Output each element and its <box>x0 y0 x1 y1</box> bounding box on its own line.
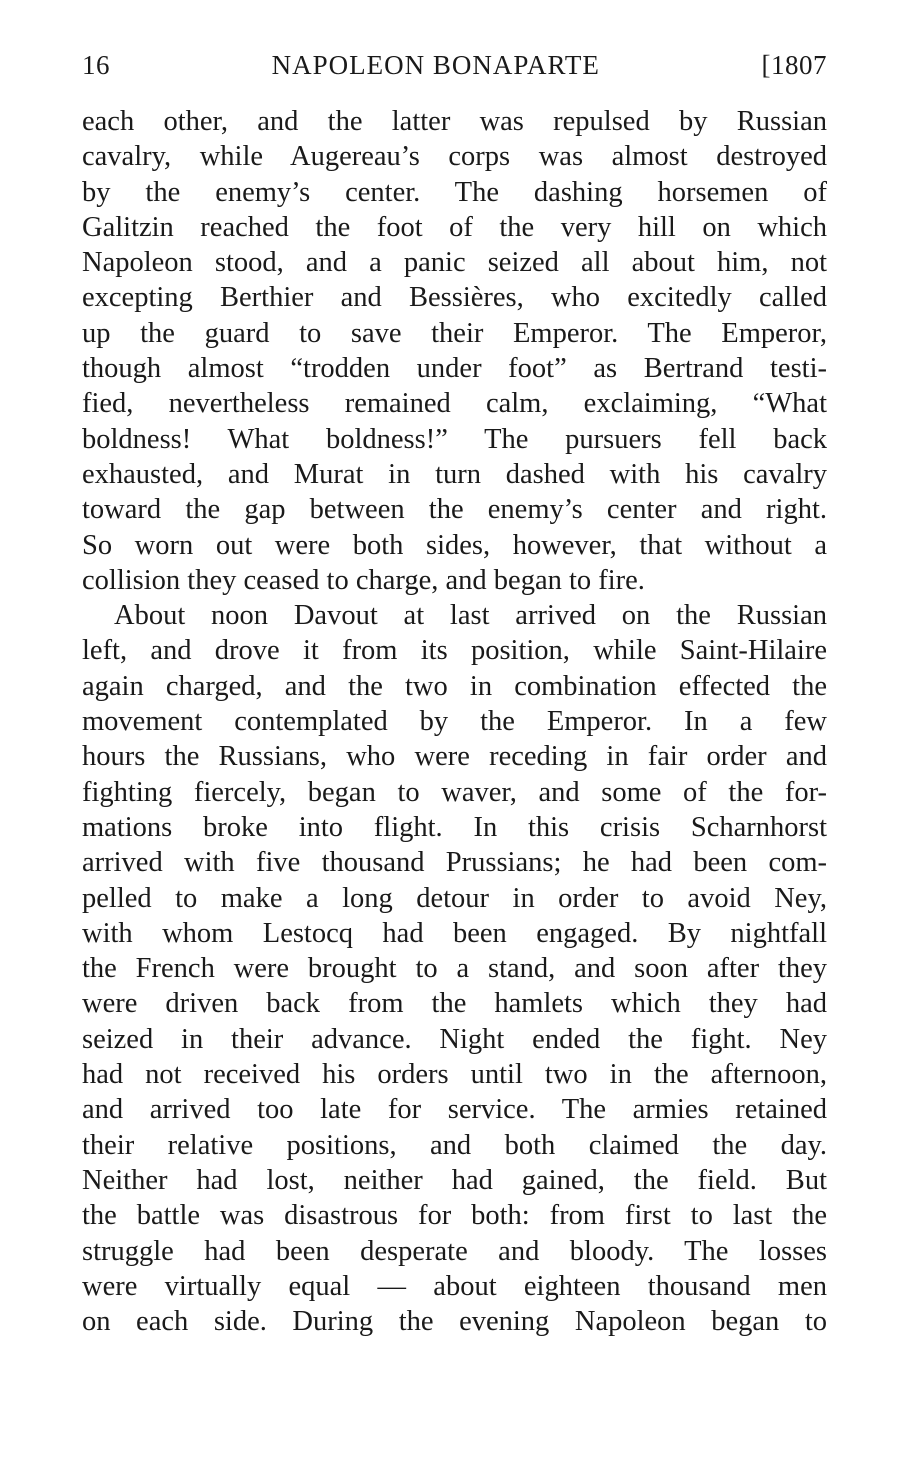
text-line: the French were brought to a stand, and soon after they <box>82 953 827 985</box>
text-line: hours the Russians, who were receding in fair order and <box>82 741 827 773</box>
text-line: the battle was disastrous for both: from first to last the <box>82 1200 827 1232</box>
text-line: their relative positions, and both claimed the day. <box>82 1129 827 1161</box>
text-line: So worn out were both sides, however, that without a <box>82 529 827 561</box>
text-line: Napoleon stood, and a panic seized all about him, not <box>82 247 827 279</box>
text-line: left, and drove it from its position, while Saint-Hilaire <box>82 635 827 667</box>
text-line: fied, nevertheless remained calm, exclaiming, “What <box>82 388 827 420</box>
book-page <box>82 50 827 1339</box>
text-line: collision they ceased to charge, and began to fire. <box>82 564 645 596</box>
text-line: were driven back from the hamlets which they had <box>82 988 827 1020</box>
running-head <box>82 50 827 90</box>
page-number: 16 <box>82 50 110 80</box>
text-line: mations broke into flight. In this crisis Scharnhorst <box>82 811 827 843</box>
text-line: and arrived too late for service. The armies retained <box>82 1094 827 1126</box>
text-line: had not received his orders until two in the afternoon, <box>82 1059 827 1091</box>
running-title: NAPOLEON BONAPARTE <box>271 50 600 80</box>
text-line: were virtually equal — about eighteen thousand men <box>82 1270 827 1302</box>
text-line: About noon Davout at last arrived on the Russian <box>114 600 827 632</box>
text-line: arrived with five thousand Prussians; he had been com- <box>82 847 827 879</box>
text-line: cavalry, while Augereau’s corps was almost destroyed <box>82 141 827 173</box>
text-line: with whom Lestocq had been engaged. By nightfall <box>82 917 827 949</box>
text-line: Galitzin reached the foot of the very hill on which <box>82 211 827 243</box>
text-line: Neither had lost, neither had gained, the field. But <box>82 1164 827 1196</box>
text-line: exhausted, and Murat in turn dashed with his cavalry <box>82 458 827 490</box>
text-line: though almost “trodden under foot” as Bertrand testi- <box>82 353 827 385</box>
text-line: fighting fiercely, began to waver, and some of the for- <box>82 776 827 808</box>
text-line: pelled to make a long detour in order to avoid Ney, <box>82 882 827 914</box>
text-line: movement contemplated by the Emperor. In a few <box>82 706 827 738</box>
text-line: struggle had been desperate and bloody. The losses <box>82 1235 827 1267</box>
running-year: [1807 <box>761 50 827 80</box>
paragraph-2 <box>82 598 827 1339</box>
text-line: toward the gap between the enemy’s center and right. <box>82 494 827 526</box>
text-line: by the enemy’s center. The dashing horsemen of <box>82 176 827 208</box>
text-line: each other, and the latter was repulsed by Russian <box>82 106 827 137</box>
text-line: boldness! What boldness!” The pursuers fell back <box>82 423 827 455</box>
body-text <box>82 104 827 1339</box>
paragraph-1 <box>82 104 827 598</box>
text-line: again charged, and the two in combination effected the <box>82 670 827 702</box>
text-line: seized in their advance. Night ended the fight. Ney <box>82 1023 827 1055</box>
text-line: excepting Berthier and Bessières, who excitedly called <box>82 282 827 314</box>
text-line: on each side. During the evening Napoleon began to <box>82 1306 827 1338</box>
text-line: up the guard to save their Emperor. The Emperor, <box>82 317 827 349</box>
